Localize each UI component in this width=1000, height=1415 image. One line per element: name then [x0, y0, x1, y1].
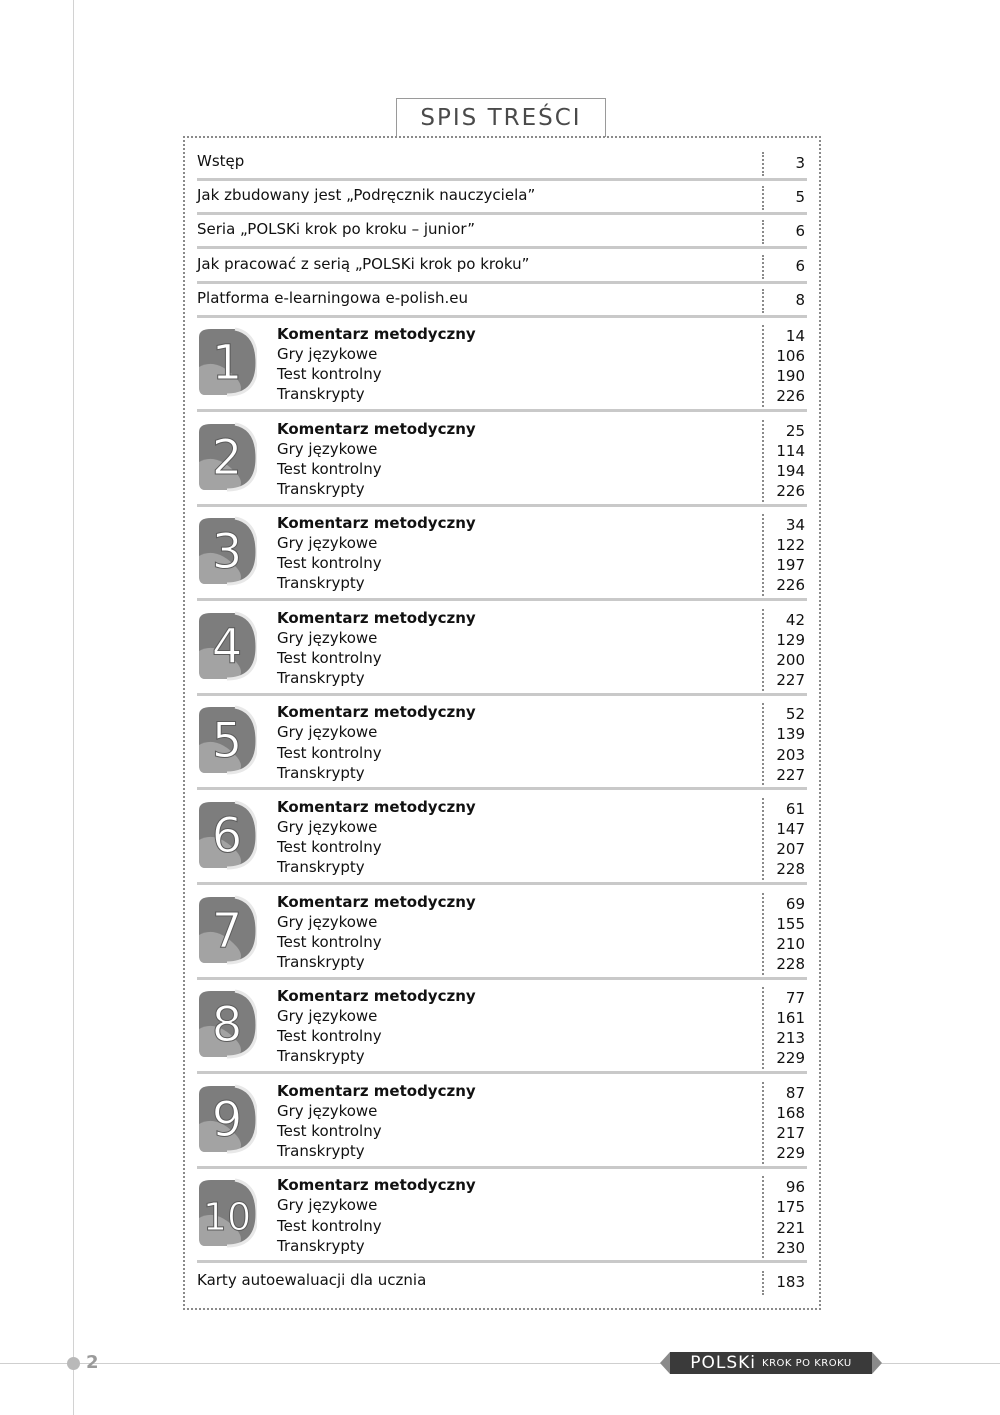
unit-section-label[interactable]: Gry językowe	[277, 912, 378, 931]
unit-section-label[interactable]: Test kontrolny	[277, 743, 382, 762]
page-column-divider	[762, 289, 764, 313]
unit-number-badge-icon	[197, 989, 257, 1059]
toc-entry-page: 183	[776, 1273, 805, 1291]
unit-section-page: 52	[785, 705, 805, 724]
unit-number: 6	[211, 808, 243, 864]
unit-section-label[interactable]: Transkrypty	[277, 669, 365, 688]
unit-section-label[interactable]: Gry językowe	[277, 1101, 378, 1120]
unit-section-page: 106	[776, 347, 805, 366]
page-title: SPIS TREŚCI	[396, 98, 606, 137]
toc-unit-4	[197, 605, 807, 700]
unit-section-label[interactable]: Test kontrolny	[277, 1027, 382, 1046]
unit-section-page: 96	[785, 1178, 805, 1197]
unit-section-label[interactable]: Test kontrolny	[277, 1216, 382, 1235]
unit-section-label[interactable]: Test kontrolny	[277, 554, 382, 573]
row-separator	[197, 178, 807, 181]
toc-entry-page: 6	[795, 256, 805, 275]
unit-number: 3	[211, 524, 243, 581]
row-separator	[197, 1260, 807, 1263]
unit-section-page: 229	[776, 1144, 805, 1163]
unit-section-page: 194	[776, 461, 805, 480]
unit-section-label[interactable]: Transkrypty	[277, 1142, 365, 1161]
unit-section-page: 227	[776, 765, 805, 784]
page-column-divider	[762, 255, 764, 279]
row-separator	[197, 598, 807, 601]
row-separator	[197, 787, 807, 790]
toc-entry-label: Seria „POLSKi krok po kroku – junior”	[197, 220, 475, 239]
toc-unit-3	[197, 510, 807, 605]
row-separator	[197, 693, 807, 696]
row-separator	[197, 281, 807, 284]
unit-number-badge-icon	[197, 611, 257, 681]
unit-section-page: 14	[785, 327, 805, 345]
unit-section-label[interactable]: Komentarz metodyczny	[277, 798, 476, 816]
page-column-divider	[762, 186, 764, 210]
toc-entry-label: Platforma e-learningowa e-polish.eu	[197, 288, 468, 307]
unit-section-label[interactable]: Komentarz metodyczny	[277, 608, 476, 627]
toc-unit-10	[197, 1172, 807, 1267]
unit-section-page: 139	[776, 725, 805, 744]
toc-unit-6	[197, 794, 807, 889]
unit-section-label[interactable]: Gry językowe	[277, 439, 378, 458]
unit-section-page: 77	[785, 989, 805, 1008]
unit-section-label[interactable]: Komentarz metodyczny	[277, 987, 476, 1006]
row-separator	[197, 504, 807, 507]
toc-entry[interactable]	[197, 253, 807, 287]
unit-number-badge-icon	[197, 327, 257, 397]
unit-number: 7	[211, 902, 243, 959]
unit-section-page: 87	[785, 1083, 805, 1102]
row-separator	[197, 212, 807, 215]
unit-section-page: 226	[776, 387, 805, 406]
brand-sub: KROK PO KROKU	[762, 1357, 852, 1369]
brand-logo	[660, 1352, 882, 1374]
unit-section-label[interactable]: Transkrypty	[277, 479, 365, 498]
unit-section-page: 69	[785, 894, 805, 913]
unit-section-page: 229	[776, 1049, 805, 1068]
page-column-divider	[762, 1082, 764, 1164]
toc-entry[interactable]	[197, 1269, 807, 1303]
unit-section-label[interactable]: Gry językowe	[277, 818, 378, 837]
unit-section-page: 34	[785, 516, 805, 535]
unit-section-label[interactable]: Gry językowe	[277, 1007, 378, 1026]
unit-section-page: 114	[776, 441, 805, 460]
unit-number: 4	[211, 618, 243, 675]
unit-section-page: 161	[776, 1009, 805, 1028]
toc-unit-5	[197, 699, 807, 794]
page-column-divider	[762, 609, 764, 691]
page-column-divider	[762, 325, 764, 407]
page-column-divider	[762, 703, 764, 785]
unit-section-page: 175	[776, 1198, 805, 1217]
page-column-divider	[762, 1176, 764, 1258]
unit-section-page: 213	[776, 1029, 805, 1048]
unit-section-page: 190	[776, 367, 805, 386]
unit-section-label[interactable]: Komentarz metodyczny	[277, 1081, 476, 1100]
page-column-divider	[762, 420, 764, 502]
unit-section-page: 203	[776, 745, 805, 764]
brand-left-tip	[660, 1352, 670, 1374]
unit-section-page: 207	[776, 840, 805, 859]
unit-section-page: 226	[776, 481, 805, 500]
unit-section-page: 228	[776, 954, 805, 973]
row-separator	[197, 1166, 807, 1169]
page-number: 2	[86, 1352, 99, 1373]
unit-section-label[interactable]: Gry językowe	[277, 1196, 378, 1215]
unit-section-label[interactable]: Komentarz metodyczny	[277, 892, 476, 911]
toc-entry[interactable]	[197, 218, 807, 252]
toc-unit-1	[197, 321, 807, 416]
toc-entry-page: 3	[795, 154, 805, 172]
brand-bar	[670, 1352, 872, 1374]
unit-section-page: 210	[776, 934, 805, 953]
unit-section-label[interactable]: Gry językowe	[277, 345, 378, 364]
unit-section-label[interactable]: Transkrypty	[277, 1236, 365, 1255]
toc-entry-page: 8	[795, 290, 805, 309]
toc-entry[interactable]	[197, 184, 807, 218]
row-separator	[197, 315, 807, 318]
row-separator	[197, 246, 807, 249]
unit-section-label[interactable]: Gry językowe	[277, 534, 378, 553]
unit-section-page: 221	[776, 1218, 805, 1237]
page-margin-line	[73, 0, 74, 1415]
unit-section-label[interactable]: Transkrypty	[277, 385, 365, 404]
toc-unit-8	[197, 983, 807, 1078]
unit-section-label[interactable]: Test kontrolny	[277, 365, 382, 384]
unit-number: 10	[202, 1195, 252, 1240]
toc-unit-9	[197, 1078, 807, 1173]
unit-section-page: 230	[776, 1238, 805, 1257]
toc-entry-label: Karty autoewaluacji dla ucznia	[197, 1271, 427, 1289]
unit-section-page: 217	[776, 1123, 805, 1142]
unit-section-page: 168	[776, 1103, 805, 1122]
unit-section-page: 147	[776, 820, 805, 839]
page-column-divider	[762, 152, 764, 176]
unit-section-label[interactable]: Test kontrolny	[277, 459, 382, 478]
row-separator	[197, 409, 807, 412]
unit-section-label[interactable]: Transkrypty	[277, 763, 365, 782]
toc-unit-2	[197, 416, 807, 511]
unit-section-label[interactable]: Transkrypty	[277, 858, 365, 877]
unit-section-page: 226	[776, 576, 805, 595]
unit-number-badge-icon	[197, 422, 257, 492]
unit-section-page: 122	[776, 536, 805, 555]
toc-entry[interactable]	[197, 287, 807, 321]
toc-entry[interactable]	[197, 150, 807, 184]
unit-section-label[interactable]: Test kontrolny	[277, 932, 382, 951]
row-separator	[197, 882, 807, 885]
toc-unit-7	[197, 889, 807, 984]
unit-number: 2	[211, 429, 243, 486]
unit-number: 1	[211, 335, 243, 391]
unit-number-badge-icon	[197, 516, 257, 586]
unit-section-page: 61	[785, 800, 805, 818]
row-separator	[197, 1071, 807, 1074]
unit-section-label[interactable]: Test kontrolny	[277, 1121, 382, 1140]
unit-section-label[interactable]: Transkrypty	[277, 574, 365, 593]
page-column-divider	[762, 798, 764, 880]
unit-section-page: 155	[776, 914, 805, 933]
unit-section-page: 25	[785, 421, 805, 440]
unit-number-badge-icon	[197, 1178, 257, 1248]
unit-section-label[interactable]: Transkrypty	[277, 952, 365, 971]
unit-number-badge-icon	[197, 1084, 257, 1154]
unit-number: 8	[211, 997, 243, 1054]
unit-number-badge-icon	[197, 895, 257, 965]
unit-section-label[interactable]: Komentarz metodyczny	[277, 1176, 476, 1195]
unit-number-badge-icon	[197, 800, 257, 870]
unit-section-label[interactable]: Komentarz metodyczny	[277, 325, 476, 343]
page-column-divider	[762, 220, 764, 244]
unit-section-page: 42	[785, 610, 805, 629]
page-dot-icon	[67, 1357, 80, 1370]
toc-entry-page: 6	[795, 222, 805, 241]
unit-section-page: 228	[776, 860, 805, 879]
unit-section-label[interactable]: Komentarz metodyczny	[277, 703, 476, 722]
unit-section-page: 200	[776, 650, 805, 669]
unit-section-label[interactable]: Test kontrolny	[277, 648, 382, 667]
row-separator	[197, 977, 807, 980]
unit-section-label[interactable]: Gry językowe	[277, 628, 378, 647]
page-column-divider	[762, 514, 764, 596]
unit-number: 9	[211, 1091, 243, 1148]
unit-section-page: 197	[776, 556, 805, 575]
brand-main: POLSKi	[690, 1353, 757, 1373]
page-column-divider	[762, 1271, 764, 1295]
brand-right-tip	[872, 1352, 882, 1374]
unit-section-label[interactable]: Test kontrolny	[277, 838, 382, 857]
unit-section-label[interactable]: Komentarz metodyczny	[277, 419, 476, 438]
toc-entry-page: 5	[795, 188, 805, 207]
unit-section-label[interactable]: Transkrypty	[277, 1047, 365, 1066]
toc-entry-label: Wstęp	[197, 152, 245, 170]
unit-section-label[interactable]: Gry językowe	[277, 723, 378, 742]
toc-entry-label: Jak pracować z serią „POLSKi krok po kroku”	[197, 254, 530, 273]
unit-number: 5	[211, 713, 243, 770]
toc-entry-label: Jak zbudowany jest „Podręcznik nauczyciela”	[197, 186, 536, 205]
unit-section-label[interactable]: Komentarz metodyczny	[277, 514, 476, 533]
unit-section-page: 227	[776, 671, 805, 690]
page-column-divider	[762, 987, 764, 1069]
unit-number-badge-icon	[197, 705, 257, 775]
page-column-divider	[762, 893, 764, 975]
unit-section-page: 129	[776, 630, 805, 649]
